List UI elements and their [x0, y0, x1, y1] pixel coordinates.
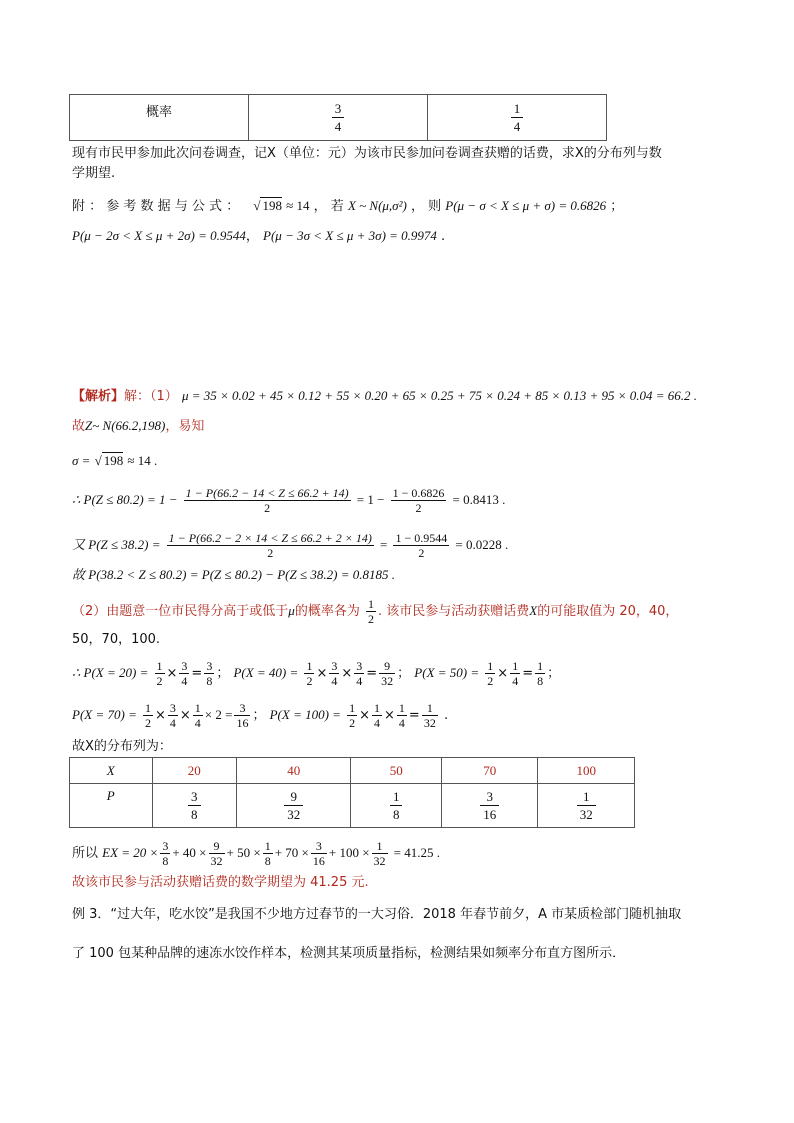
solution-ex: 所以 EX = 20 × $\frac{3}{8}$ + 40 × $\frac{9}{32}$ + 50 × $\frac{1}{8}$ + 70 × $\frac{3}{16}$ + 100 × $\frac{1}{32}$ = 41.25 .	[72, 839, 441, 868]
appendix-line-2: P(μ − 2σ < X ≤ μ + 2σ) = 0.9544， P(μ − 3σ < X ≤ μ + 3σ) = 0.9974 .	[72, 228, 446, 244]
solution-px-line1: ∴ P(X = 20) = $\frac{1}{2}$ × $\frac{3}{4}$ = $\frac{3}{8}$ ； P(X = 40) = $\frac{1}{2}$ × $\frac{3}{4}$ × $\frac{3}{4}$ = $\frac{9}{32}$ ； P(X = 50) = $\frac{1}{2}$ × $\frac{1}{4}$ = $\frac{1}{8}$ ；	[72, 659, 561, 688]
example3-line-2: 了 100 包某种品牌的速冻水饺作样本，检测其某项质量指标，检测结果如频率分布直方图所示．	[72, 946, 626, 961]
solution-p38: 又 P(Z ≤ 38.2) = $\frac{1 - P(66.2 - 2 \times 14 < Z \le 66.2 + 2 \times 14)}{2}$ = $\frac{1 - 0.9544}{2}$ = 0.0228 .	[72, 531, 509, 560]
solution-p80: ∴ P(Z ≤ 80.2) = 1 − $\frac{1 - P(66.2 - 14 < Z \le 66.2 + 14)}{2}$ = 1 − $\frac{1 - 0.6826}{2}$ = 0.8413 .	[72, 486, 506, 515]
dist-prob: $\frac{3}{8}$	[152, 784, 237, 828]
example3-line-1: 例 3．“过大年，吃水饺”是我国不少地方过春节的一大习俗．2018 年春节前夕，A 市某质检部门随机抽取	[72, 907, 682, 922]
question-line-2: 学期望.	[72, 166, 116, 181]
dist-head-x: X	[70, 758, 153, 784]
dist-prob: $\frac{1}{32}$	[538, 784, 635, 828]
dist-prob: $\frac{3}{16}$	[441, 784, 538, 828]
probability-cell-1: $\frac{3}{4}$	[249, 95, 428, 141]
dist-value: 50	[351, 758, 442, 784]
analysis-tag: 【解析】	[72, 389, 125, 404]
solution-z-dist: 故Z~ N(66.2,198)，易知	[72, 418, 205, 434]
solution-part2-line2: 50，70，100.	[72, 632, 161, 647]
dist-head-p: P	[70, 784, 153, 828]
solution-sigma: σ = √ 198 ≈ 14 .	[72, 453, 158, 468]
dist-title: 故X的分布列为：	[72, 739, 172, 754]
distribution-table	[69, 757, 635, 828]
dist-prob: $\frac{1}{8}$	[351, 784, 442, 828]
question-line-1: 现有市民甲参加此次问卷调查，记X（单位：元）为该市民参加问卷调查获赠的话费，求X的分布列与数	[72, 146, 662, 161]
dist-value: 20	[152, 758, 237, 784]
dist-value: 100	[538, 758, 635, 784]
probability-label: 概率	[70, 95, 249, 141]
solution-conclusion: 故该市民参与活动获赠话费的数学期望为 41.25 元.	[72, 875, 369, 890]
solution-mu-line: 【解析】解：（1） μ = 35 × 0.02 + 45 × 0.12 + 55 × 0.20 + 65 × 0.25 + 75 × 0.24 + 85 × 0.13 + 95 × 0.04 = 66.2 .	[72, 388, 698, 404]
probability-table	[69, 94, 607, 141]
solution-px-line2: P(X = 70) = $\frac{1}{2}$ × $\frac{3}{4}$ × $\frac{1}{4}$ × 2 = $\frac{3}{16}$ ； P(X = 100) = $\frac{1}{2}$ × $\frac{1}{4}$ × $\frac{1}{4}$ = $\frac{1}{32}$ .	[72, 701, 449, 730]
solution-prange: 故 P(38.2 < Z ≤ 80.2) = P(Z ≤ 80.2) − P(Z ≤ 38.2) = 0.8185 .	[72, 567, 395, 582]
appendix-line-1: 附 ： 参 考 数 据 与 公 式 ： √ 198 ≈ 14 ， 若 X ~ N(μ,σ²) ， 则 P(μ − σ < X ≤ μ + σ) = 0.6826 ；	[72, 198, 624, 214]
dist-prob: $\frac{9}{32}$	[237, 784, 351, 828]
solution-part2-line1: （2）由题意一位市民得分高于或低于μ的概率各为 $\frac{1}{2}$ . 该市民参与活动获赠话费X的可能取值为 20，40，	[72, 597, 679, 626]
probability-cell-2: $\frac{1}{4}$	[428, 95, 607, 141]
dist-value: 70	[441, 758, 538, 784]
dist-value: 40	[237, 758, 351, 784]
